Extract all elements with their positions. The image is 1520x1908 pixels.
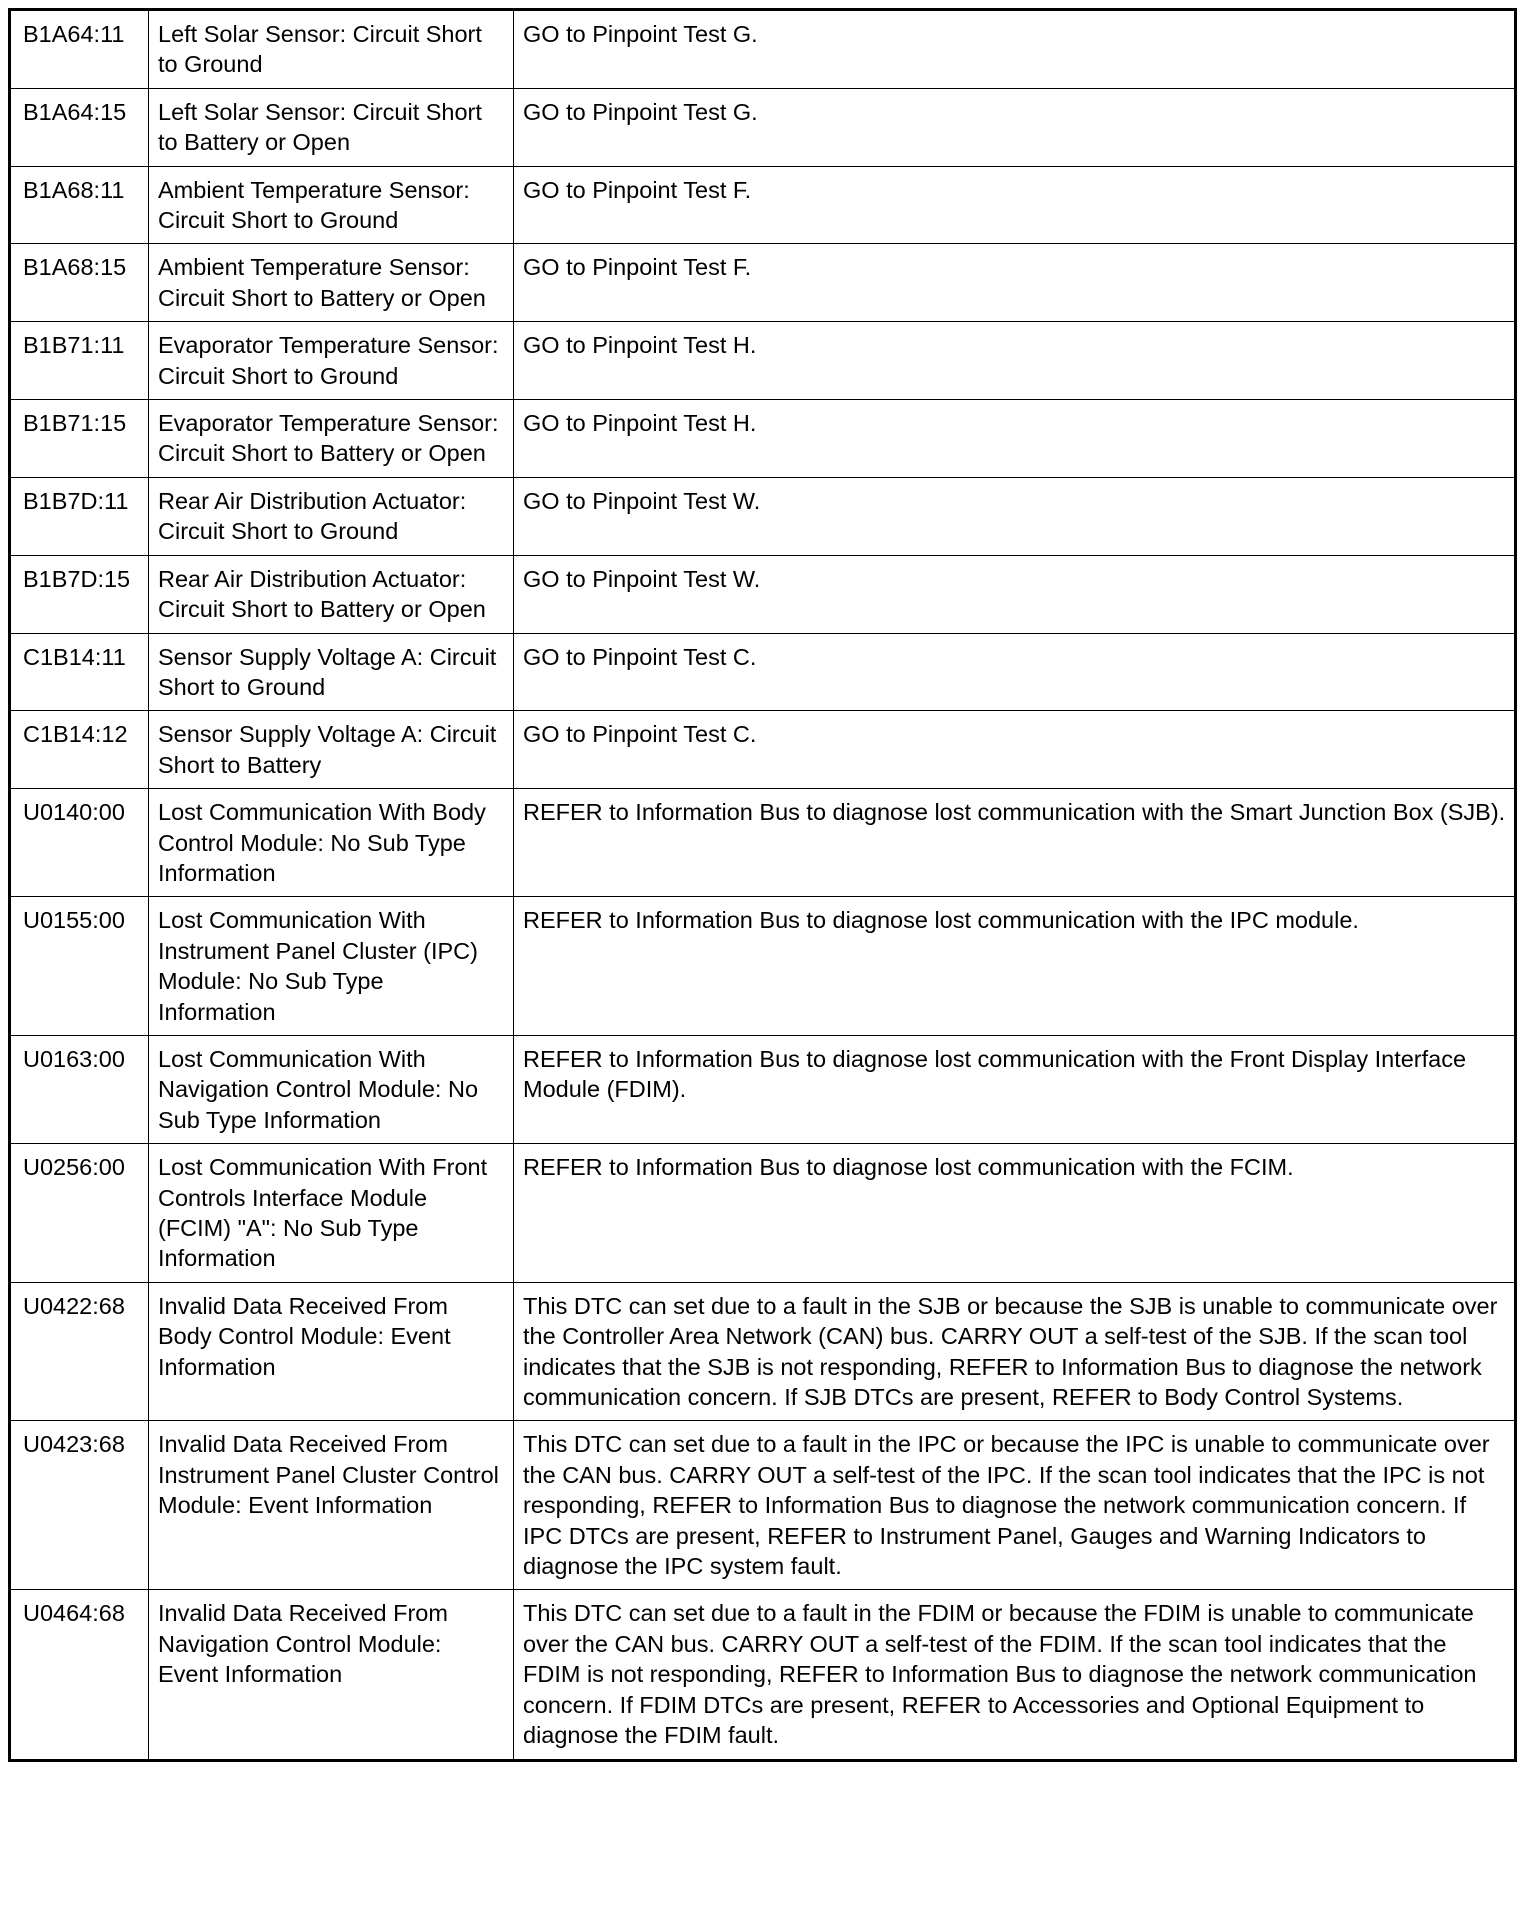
- dtc-code-cell: U0140:00: [10, 789, 149, 897]
- dtc-code-cell: B1A64:11: [10, 10, 149, 89]
- dtc-code-cell: U0423:68: [10, 1421, 149, 1590]
- table-row: [10, 1282, 1516, 1421]
- table-row: [10, 322, 1516, 400]
- dtc-chart-table: [8, 8, 1517, 1762]
- dtc-description-cell: Lost Communication With Navigation Control Module: No Sub Type Information: [149, 1035, 514, 1143]
- dtc-description-cell: Rear Air Distribution Actuator: Circuit Short to Ground: [149, 477, 514, 555]
- dtc-code-cell: B1B7D:11: [10, 477, 149, 555]
- table-row: [10, 244, 1516, 322]
- dtc-action-cell: REFER to Information Bus to diagnose lost communication with the IPC module.: [514, 897, 1516, 1036]
- table-row: [10, 1144, 1516, 1283]
- dtc-action-cell: GO to Pinpoint Test F.: [514, 244, 1516, 322]
- dtc-code-cell: B1A68:11: [10, 166, 149, 244]
- dtc-action-cell: REFER to Information Bus to diagnose lost communication with the Front Display Interface Module (FDIM).: [514, 1035, 1516, 1143]
- dtc-action-cell: This DTC can set due to a fault in the FDIM or because the FDIM is unable to communicate over the CAN bus. CARRY OUT a self-test of the FDIM. If the scan tool indicates that the FDIM is not responding, REFER to Information Bus to diagnose the network communication concern. If FDIM DTCs are present, REFER to Accessories and Optional Equipment to diagnose the FDIM fault.: [514, 1590, 1516, 1760]
- dtc-description-cell: Invalid Data Received From Body Control Module: Event Information: [149, 1282, 514, 1421]
- dtc-code-cell: B1B7D:15: [10, 555, 149, 633]
- dtc-action-cell: GO to Pinpoint Test W.: [514, 555, 1516, 633]
- table-row: [10, 555, 1516, 633]
- table-row: [10, 400, 1516, 478]
- dtc-description-cell: Left Solar Sensor: Circuit Short to Battery or Open: [149, 88, 514, 166]
- dtc-code-cell: B1B71:15: [10, 400, 149, 478]
- dtc-description-cell: Lost Communication With Front Controls Interface Module (FCIM) "A": No Sub Type Information: [149, 1144, 514, 1283]
- table-row: [10, 789, 1516, 897]
- dtc-code-cell: U0464:68: [10, 1590, 149, 1760]
- table-row: [10, 1035, 1516, 1143]
- dtc-description-cell: Rear Air Distribution Actuator: Circuit Short to Battery or Open: [149, 555, 514, 633]
- dtc-description-cell: Left Solar Sensor: Circuit Short to Ground: [149, 10, 514, 89]
- dtc-description-cell: Evaporator Temperature Sensor: Circuit Short to Battery or Open: [149, 400, 514, 478]
- dtc-code-cell: B1A64:15: [10, 88, 149, 166]
- table-row: [10, 166, 1516, 244]
- dtc-action-cell: REFER to Information Bus to diagnose lost communication with the Smart Junction Box (SJB).: [514, 789, 1516, 897]
- dtc-description-cell: Invalid Data Received From Navigation Control Module: Event Information: [149, 1590, 514, 1760]
- dtc-code-cell: U0155:00: [10, 897, 149, 1036]
- table-row: [10, 1421, 1516, 1590]
- dtc-description-cell: Sensor Supply Voltage A: Circuit Short to Battery: [149, 711, 514, 789]
- dtc-action-cell: GO to Pinpoint Test F.: [514, 166, 1516, 244]
- dtc-code-cell: U0163:00: [10, 1035, 149, 1143]
- dtc-action-cell: GO to Pinpoint Test C.: [514, 633, 1516, 711]
- dtc-code-cell: B1B71:11: [10, 322, 149, 400]
- dtc-action-cell: This DTC can set due to a fault in the IPC or because the IPC is unable to communicate over the CAN bus. CARRY OUT a self-test of the IPC. If the scan tool indicates that the IPC is not responding, REFER to Information Bus to diagnose the network communication concern. If IPC DTCs are present, REFER to Instrument Panel, Gauges and Warning Indicators to diagnose the IPC system fault.: [514, 1421, 1516, 1590]
- dtc-action-cell: GO to Pinpoint Test H.: [514, 400, 1516, 478]
- dtc-description-cell: Evaporator Temperature Sensor: Circuit Short to Ground: [149, 322, 514, 400]
- dtc-table-body: [10, 10, 1516, 1761]
- dtc-description-cell: Lost Communication With Body Control Module: No Sub Type Information: [149, 789, 514, 897]
- dtc-description-cell: Ambient Temperature Sensor: Circuit Short to Ground: [149, 166, 514, 244]
- dtc-action-cell: GO to Pinpoint Test H.: [514, 322, 1516, 400]
- dtc-code-cell: C1B14:12: [10, 711, 149, 789]
- table-row: [10, 88, 1516, 166]
- dtc-code-cell: B1A68:15: [10, 244, 149, 322]
- dtc-action-cell: GO to Pinpoint Test G.: [514, 88, 1516, 166]
- dtc-description-cell: Ambient Temperature Sensor: Circuit Short to Battery or Open: [149, 244, 514, 322]
- dtc-description-cell: Invalid Data Received From Instrument Panel Cluster Control Module: Event Information: [149, 1421, 514, 1590]
- dtc-action-cell: REFER to Information Bus to diagnose lost communication with the FCIM.: [514, 1144, 1516, 1283]
- table-row: [10, 10, 1516, 89]
- dtc-code-cell: U0256:00: [10, 1144, 149, 1283]
- document-page: [8, 8, 1514, 1762]
- dtc-code-cell: U0422:68: [10, 1282, 149, 1421]
- table-row: [10, 477, 1516, 555]
- table-row: [10, 633, 1516, 711]
- dtc-description-cell: Sensor Supply Voltage A: Circuit Short to Ground: [149, 633, 514, 711]
- dtc-action-cell: GO to Pinpoint Test C.: [514, 711, 1516, 789]
- dtc-action-cell: This DTC can set due to a fault in the SJB or because the SJB is unable to communicate over the Controller Area Network (CAN) bus. CARRY OUT a self-test of the SJB. If the scan tool indicates that the SJB is not responding, REFER to Information Bus to diagnose the network communication concern. If SJB DTCs are present, REFER to Body Control Systems.: [514, 1282, 1516, 1421]
- table-row: [10, 1590, 1516, 1760]
- dtc-action-cell: GO to Pinpoint Test G.: [514, 10, 1516, 89]
- table-row: [10, 897, 1516, 1036]
- dtc-code-cell: C1B14:11: [10, 633, 149, 711]
- dtc-description-cell: Lost Communication With Instrument Panel Cluster (IPC) Module: No Sub Type Information: [149, 897, 514, 1036]
- dtc-action-cell: GO to Pinpoint Test W.: [514, 477, 1516, 555]
- table-row: [10, 711, 1516, 789]
